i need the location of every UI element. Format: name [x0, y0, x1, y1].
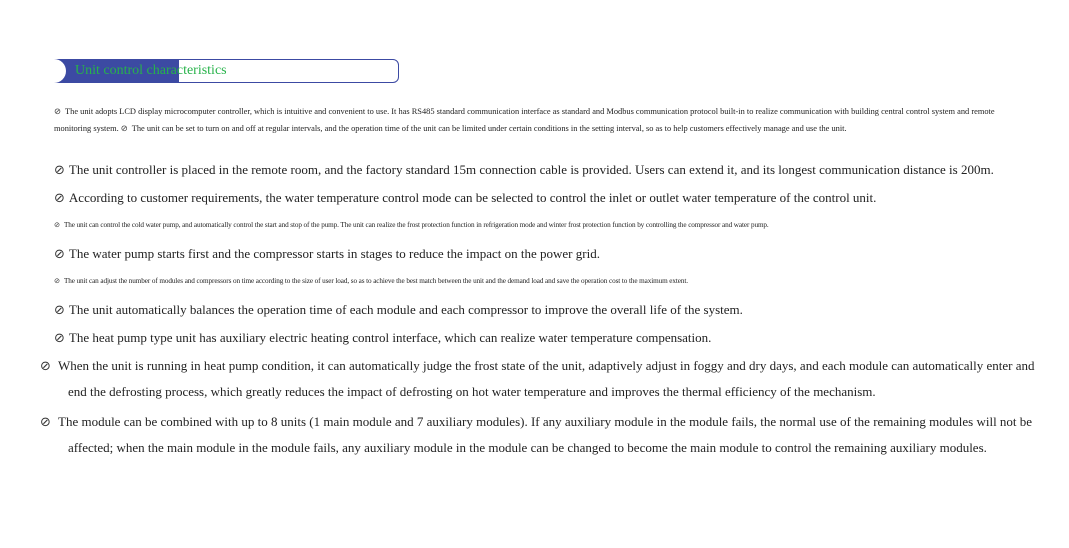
list-item-text: The unit adopts LCD display microcomputer controller, which is intuitive and convenient to use. It has RS485 standard communication interface as standard and Modbus communication protocol built-in to realize communication with building central control system and remote monitoring system.: [54, 107, 995, 133]
list-item-text: The heat pump type unit has auxiliary electric heating control interface, which can realize water temperature compensation.: [68, 330, 712, 345]
list-item-text: The module can be combined with up to 8 units (1 main module and 7 auxiliary modules). If any auxiliary module in the module fails, the normal use of the remaining modules will not be affected; when the main module in the module fails, any auxiliary module in the module can be changed to become the main module to control the remaining auxiliary modules.: [58, 414, 1033, 455]
list-item-text: According to customer requirements, the water temperature control mode can be selected to control the inlet or outlet water temperature of the control unit.: [68, 190, 877, 205]
list-item: [54, 325, 711, 351]
section-title: Unit control characteristics: [75, 63, 227, 78]
list-item-text: The unit can control the cold water pump, and automatically control the start and stop of the pump. The unit can realize the frost protection function in refrigeration mode and winter frost protection function by controlling the compressor and water pump.: [63, 221, 769, 229]
list-item: [54, 218, 769, 232]
bullet-icon: ⊘: [54, 106, 62, 116]
list-item-text: The unit can be set to turn on and off at regular intervals, and the operation time of the unit can be limited under certain conditions in the setting interval, so as to help customers effectively manage and use the unit.: [131, 124, 847, 133]
list-item: [54, 103, 1024, 137]
list-item: [54, 157, 994, 183]
bullet-icon: ⊘: [120, 123, 128, 133]
list-item-text: When the unit is running in heat pump condition, it can automatically judge the frost state of the unit, adaptively adjust in foggy and dry days, and each module can automatically enter and end the defrosting process, which greatly reduces the impact of defrosting on hot water temperature and improves the thermal efficiency of the mechanism.: [58, 358, 1035, 399]
bullet-icon: ⊘: [54, 303, 65, 318]
list-item-text: The unit can adjust the number of modules and compressors on time according to the size of user load, so as to achieve the best match between the unit and the demand load and save the operation cost to the maximum extent.: [63, 277, 688, 285]
list-item-text: The unit automatically balances the operation time of each module and each compressor to improve the overall life of the system.: [68, 302, 743, 317]
section-header: [54, 59, 399, 83]
bullet-icon: ⊘: [54, 331, 65, 346]
list-item: [54, 241, 600, 267]
bullet-icon: ⊘: [54, 220, 60, 229]
bullet-icon: ⊘: [54, 163, 65, 178]
list-item: ⊘ The module can be combined with up to 8 units (1 main module and 7 auxiliary modules). If any auxiliary module in the module fails, the normal use of the remaining modules will not be affected; when the main module in the module fails, any auxiliary module in the module can be changed to become the main module to control the remaining auxiliary modules.: [40, 414, 1033, 455]
bullet-icon: ⊘: [54, 191, 65, 206]
list-item-text: The unit controller is placed in the remote room, and the factory standard 15m connection cable is provided. Users can extend it, and its longest communication distance is 200m.: [68, 162, 994, 177]
list-item: [54, 297, 743, 323]
bullet-icon: ⊘: [54, 247, 65, 262]
list-item-text: The water pump starts first and the compressor starts in stages to reduce the impact on the power grid.: [68, 246, 600, 261]
list-item: [54, 185, 876, 211]
section-header-cap: [54, 59, 66, 83]
bullet-icon: ⊘: [54, 276, 60, 285]
list-item: ⊘ When the unit is running in heat pump condition, it can automatically judge the frost state of the unit, adaptively adjust in foggy and dry days, and each module can automatically enter and end the defrosting process, which greatly reduces the impact of defrosting on hot water temperature and improves the thermal efficiency of the mechanism.: [40, 358, 1035, 399]
list-item: [54, 274, 688, 288]
